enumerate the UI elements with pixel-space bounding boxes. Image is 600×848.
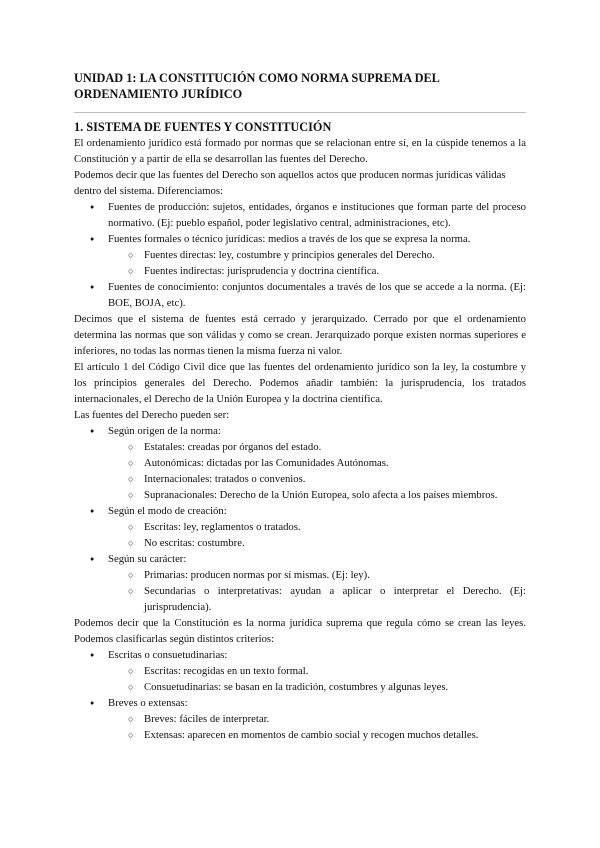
list-item: ○ Consuetudinarias: se basan en la tradición, costumbres y algunas leyes. xyxy=(74,679,526,695)
list-item: ● Fuentes formales o técnico jurídicas: medios a través de los que se expresa la norma. ○ Fuentes directas: ley, costumbre y principios generales del Derecho. ○ Fuentes indirectas: jurisprudencia y doctrina científica. xyxy=(74,231,526,279)
list-item: ○ Primarias: producen normas por sí mismas. (Ej: ley). xyxy=(74,567,526,583)
sources-classification-list xyxy=(74,423,526,615)
sublist xyxy=(108,663,526,695)
list-item: ● Escritas o consuetudinarias: ○ Escritas: recogidas en un texto formal. ○ Consuetudinarias: se basan en la tradición, costumbres y algunas leyes. xyxy=(74,647,526,695)
document-title: UNIDAD 1: LA CONSTITUCIÓN COMO NORMA SUPREMA DEL ORDENAMIENTO JURÍDICO xyxy=(74,71,440,101)
paragraph-constitution: Podemos decir que la Constitución es la norma jurídica suprema que regula cómo se crean las leyes. Podemos clasificarlas según distintos criterios: xyxy=(74,617,526,645)
list-item: ● Según origen de la norma: ○ Estatales: creadas por órganos del estado. ○ Autonómicas: dictadas por las Comunidades Autónomas. ○ Internacionales: tratados o convenios. ○ Supranacionales: Derecho de la Unión Europea, solo afecta a los países miembros. xyxy=(74,423,526,503)
sublist xyxy=(108,711,526,743)
list-item: ○ Secundarias o interpretativas: ayudan a aplicar o interpretar el Derecho. (Ej: jurisprudencia). xyxy=(74,583,526,615)
paragraph-intro: El ordenamiento jurídico está formado por normas que se relacionan entre sí, en la cúspide tenemos a la Constitución y a partir de ella se desarrollan las fuentes del Derecho. xyxy=(74,137,526,165)
list-item: ● Según su carácter: ○ Primarias: producen normas por sí mismas. (Ej: ley). ○ Secundarias o interpretativas: ayudan a aplicar o interpretar el Derecho. (Ej: jurisprudencia). xyxy=(74,551,526,615)
list-item: ● Fuentes de producción: sujetos, entidades, órganos e instituciones que forman parte del proceso normativo. (Ej: pueblo español, poder legislativo central, administraciones, etc). xyxy=(74,199,526,231)
list-item: ○ Supranacionales: Derecho de la Unión Europea, solo afecta a los países miembros. xyxy=(74,487,526,503)
list-item: ○ Escritas: recogidas en un texto formal. xyxy=(74,663,526,679)
list-item: ● Según el modo de creación: ○ Escritas: ley, reglamentos o tratados. ○ No escritas: costumbre. xyxy=(74,503,526,551)
list-item: ○ Internacionales: tratados o convenios. xyxy=(74,471,526,487)
section-title: 1. SISTEMA DE FUENTES Y CONSTITUCIÓN xyxy=(74,120,332,134)
paragraph-civil-code: El artículo 1 del Código Civil dice que las fuentes del ordenamiento jurídico son la ley, la costumbre y los principios generales del Derecho. Podemos añadir también: la jurisprudencia, los tratados internacionales, el Derecho de la Unión Europea y la doctrina científica. xyxy=(74,361,526,405)
list-item: ○ Extensas: aparecen en momentos de cambio social y recogen muchos detalles. xyxy=(74,727,526,743)
paragraph-sources-intro: Las fuentes del Derecho pueden ser: xyxy=(74,409,230,421)
sublist xyxy=(108,247,526,279)
list-item: ● Breves o extensas: ○ Breves: fáciles de interpretar. ○ Extensas: aparecen en momentos de cambio social y recogen muchos detalles. xyxy=(74,695,526,743)
title-divider xyxy=(74,112,526,113)
sublist xyxy=(108,439,526,503)
paragraph-definition: Podemos decir que las fuentes del Derecho son aquellos actos que producen normas jurídicas válidas dentro del sistema. Diferenciamos: xyxy=(74,169,506,197)
sources-types-list xyxy=(74,199,526,311)
list-item: ○ Estatales: creadas por órganos del estado. xyxy=(74,439,526,455)
paragraph-system: Decimos que el sistema de fuentes está cerrado y jerarquizado. Cerrado por que el ordenamiento determina las normas que son válidas y como se crean. Jerarquizado porque existen normas superiores e inferiores, no todas las normas tienen la misma fuerza ni valor. xyxy=(74,313,526,357)
list-item: ○ Fuentes directas: ley, costumbre y principios generales del Derecho. xyxy=(74,247,526,263)
constitution-classification-list xyxy=(74,647,526,743)
sublist xyxy=(108,567,526,615)
list-item: ○ Escritas: ley, reglamentos o tratados. xyxy=(74,519,526,535)
list-item: ○ Autonómicas: dictadas por las Comunidades Autónomas. xyxy=(74,455,526,471)
list-item: ○ Fuentes indirectas: jurisprudencia y doctrina científica. xyxy=(74,263,526,279)
list-item: ● Fuentes de conocimiento: conjuntos documentales a través de los que se accede a la norma. (Ej: BOE, BOJA, etc). xyxy=(74,279,526,311)
list-item: ○ Breves: fáciles de interpretar. xyxy=(74,711,526,727)
sublist xyxy=(108,519,526,551)
list-item: ○ No escritas: costumbre. xyxy=(74,535,526,551)
